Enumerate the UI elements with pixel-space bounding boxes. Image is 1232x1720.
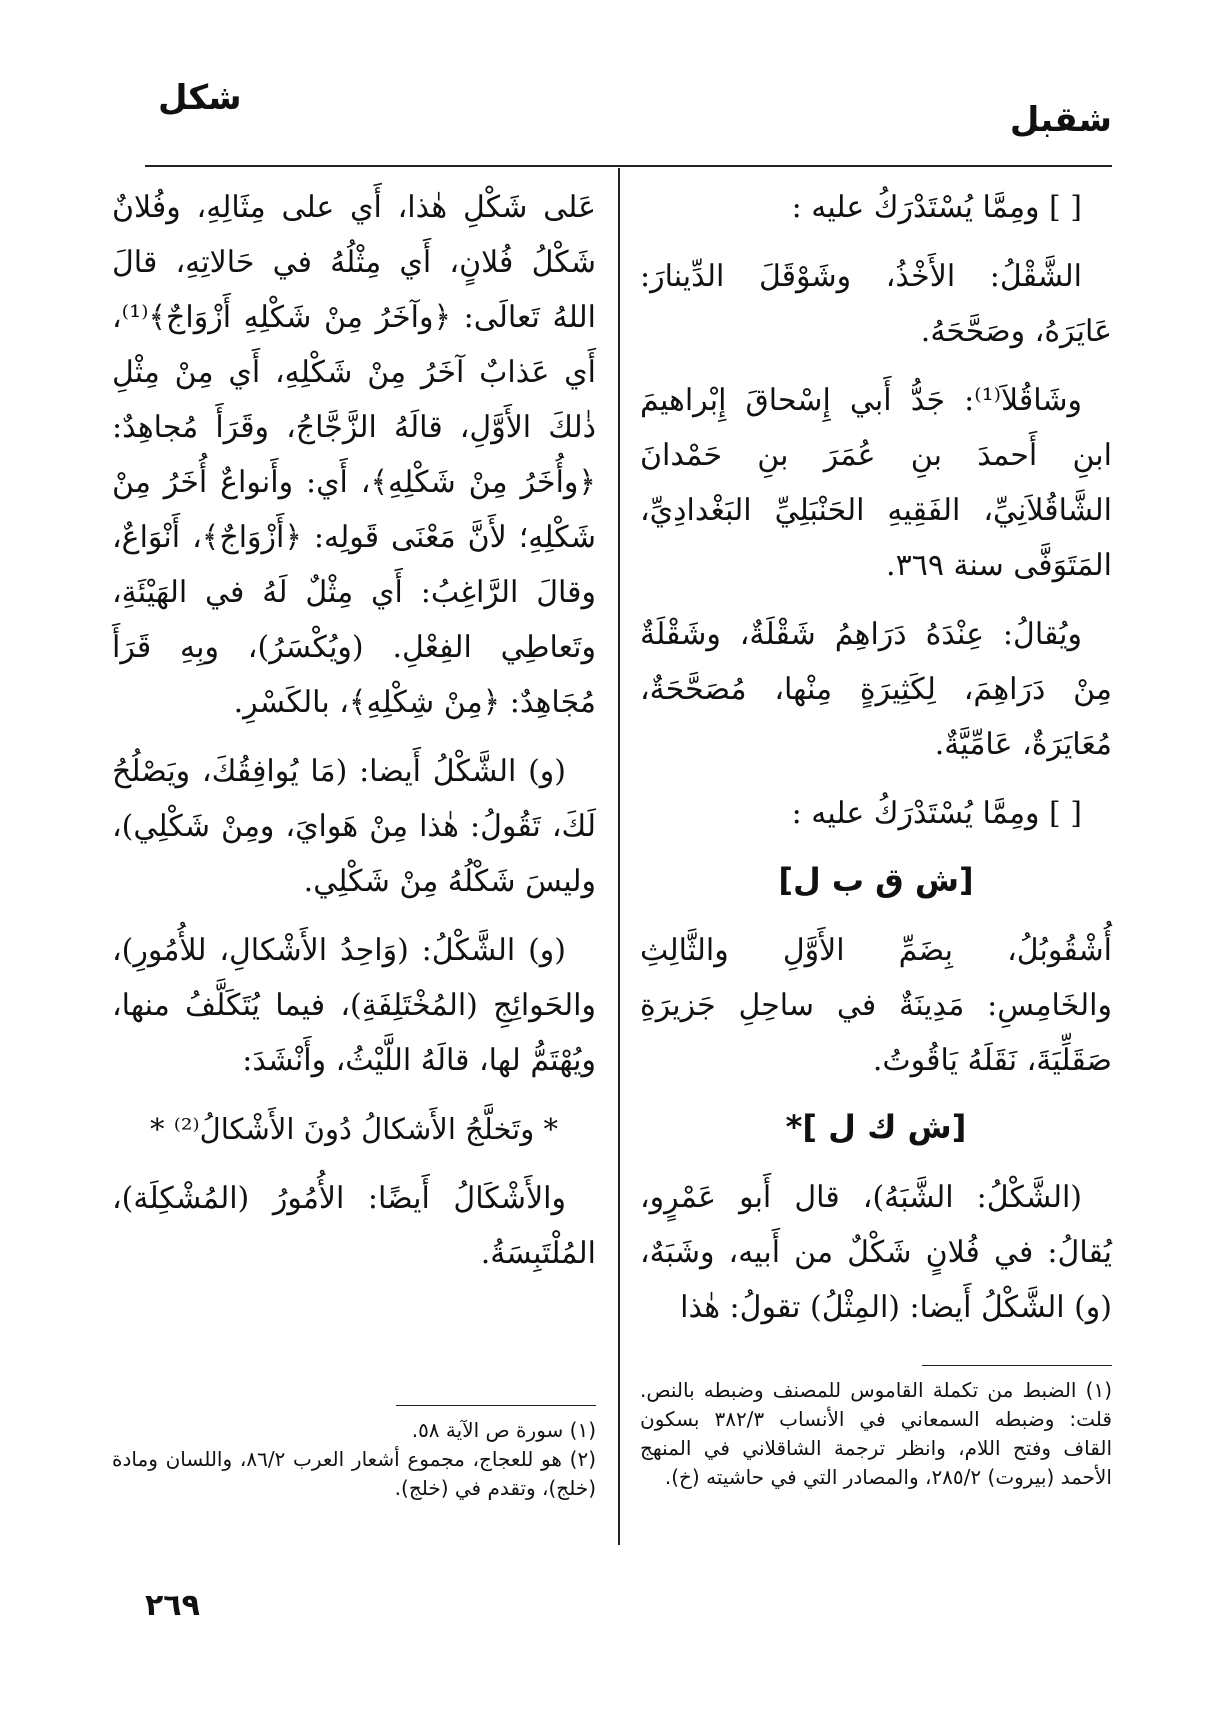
running-header-left: شكل (158, 78, 242, 118)
running-header-right: شقبل (1009, 100, 1112, 140)
paragraph: والأَشْكَالُ أَيضًا: الأُمُورُ (المُشْكِلَة)، المُلْتَبِسَةُ. (112, 1181, 596, 1271)
paragraph: [ ] ومِمَّا يُسْتَدْرَكُ عليه : (791, 796, 1082, 831)
right-column (640, 180, 1112, 1349)
paragraph: وشَاقُلاَ⁽¹⁾: جَدُّ أَبي إِسْحاقَ إِبْراهيمَ ابنِ أَحمدَ بنِ عُمَرَ بنِ حَمْدانَ الشَّاقُلاَنِيِّ، الفَقِيهِ الحَنْبَلِيِّ البَغْدادِيِّ، المَتَوَفَّى سنة ٣٦٩. (640, 383, 1112, 583)
verse-line: * وتَخلَّجُ الأَشكالُ دُونَ الأَشْكالُ⁽²⁾ * (150, 1112, 558, 1146)
footnotes-left (112, 1405, 596, 1503)
paragraph: (الشَّكْلُ: الشَّبَهُ)، قال أَبو عَمْرٍو، يُقالُ: في فُلانٍ شَكْلٌ من أَبيه، وشَبَهٌ، (و) الشَّكْلُ أَيضا: (المِثْلُ) تقولُ: هٰذا (640, 1180, 1112, 1325)
footnote: (١) الضبط من تكملة القاموس للمصنف وضبطه بالنص. قلت: وضبطه السمعاني في الأنساب ٣٨٢/٣ بسكون القاف وفتح اللام، وانظر ترجمة الشاقلاني في المنهج الأحمد (بيروت) ٢٨٥/٢، والمصادر التي في حاشيته (خ). (640, 1378, 1112, 1489)
entry-heading: [ش ق ب ل] (778, 861, 974, 899)
left-column (112, 180, 596, 1295)
footnote-rule (922, 1365, 1112, 1366)
footnote: (١) سورة ص الآية ٥٨. (411, 1418, 596, 1442)
footnotes-right (640, 1365, 1112, 1492)
footnote-rule (396, 1405, 596, 1406)
paragraph: ويُقالُ: عِنْدَهُ دَرَاهِمُ شَقْلَةٌ، وشَقْلَةٌ مِنْ دَرَاهِمَ، لِكَثِيرَةٍ مِنْها، مُصَحَّحَةٌ، مُعَايَرَةٌ، عَامِّيَّةٌ. (640, 617, 1112, 762)
paragraph: (و) الشَّكْلُ أَيضا: (مَا يُوافِقُكَ، ويَصْلُحُ لَكَ، تَقُولُ: هٰذا مِنْ هَوايَ، ومِنْ شَكْلِي)، وليسَ شَكْلُهُ مِنْ شَكْلِي. (112, 754, 596, 899)
paragraph: (و) الشَّكْلُ: (وَاحِدُ الأَشْكالِ، للأُمُورِ)، والحَوائِجِ (المُخْتَلِفَةِ)، فيما يُتَكَلَّفُ منها، ويُهْتَمُّ لها، قالَهُ اللَّيْثُ، وأَنْشَدَ: (112, 933, 596, 1078)
column-divider (618, 168, 620, 1545)
paragraph: عَلى شَكْلِ هٰذا، أَي على مِثَالِهِ، وفُلانٌ شَكْلُ فُلانٍ، أَي مِثْلُهُ في حَالاتِهِ، قالَ اللهُ تَعالَى: ﴿وآخَرُ مِنْ شَكْلِهِ أَزْوَاجٌ﴾⁽¹⁾، أَي عَذابٌ آخَرُ مِنْ شَكْلِهِ، أَي مِنْ مِثْلِ ذٰلكَ الأَوَّلِ، قالَهُ الزَّجَّاجُ، وقَرَأَ مُجاهِدٌ: ﴿وأُخَرُ مِنْ شَكْلِهِ﴾، أَي: وأَنواعٌ أُخَرُ مِنْ شَكْلِهِ؛ لأَنَّ مَعْنَى قَولِه: ﴿أَزْوَاجٌ﴾، أَنْوَاعٌ، وقالَ الرَّاغِبُ: أَي مِثْلٌ لَهُ في الهَيْئَةِ، وتَعاطِي الفِعْلِ. (ويُكْسَرُ)، وبِهِ قَرَأَ مُجَاهِدٌ: ﴿مِنْ شِكْلِهِ﴾، بالكَسْرِ. (112, 190, 596, 720)
paragraph: الشَّقْلُ: الأَخْذُ، وشَوْقَلَ الدِّينارَ: عَايَرَهُ، وصَحَّحَهُ. (640, 259, 1112, 349)
header-rule (145, 165, 1112, 167)
paragraph: أُشْقُوبُلُ، بِضَمِّ الأَوَّلِ والثَّالِثِ والخَامِسِ: مَدِينَةٌ في ساحِلِ جَزيرَةِ صَقَلِّيَةَ، نَقَلَهُ يَاقُوتُ. (640, 933, 1112, 1078)
paragraph: [ ] ومِمَّا يُسْتَدْرَكُ عليه : (791, 190, 1082, 225)
entry-heading: [ش ك ل ]* (785, 1108, 967, 1146)
footnote: (٢) هو للعجاج، مجموع أشعار العرب ٨٦/٢، واللسان ومادة (خلج)، وتقدم في (خلج). (112, 1447, 596, 1500)
page-number: ٢٦٩ (145, 1588, 200, 1623)
